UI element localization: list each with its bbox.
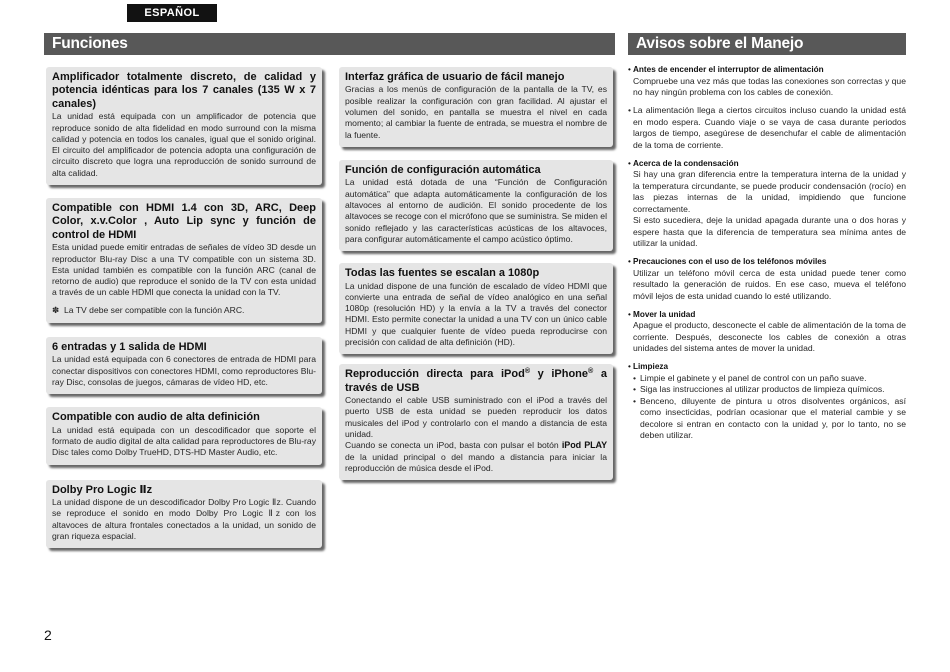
notice-power-on <box>628 64 906 99</box>
feature-box-1080p-upscaling <box>339 263 613 354</box>
feature-text-segment: de la unidad principal o del mando a distancia para iniciar la reproducción de música desde el iPod. <box>345 451 607 473</box>
feature-text: Gracias a los menús de configuración de la pantalla de la TV, es posible realizar la configuración con gran facilidad. Al ajustar el volumen del sonido, en pantalla se muestra el nivel en cada momento; al cambiar la fuente de entrada, se muestra el nombre de la fuente. <box>345 84 607 140</box>
feature-text: La unidad dispone de un descodificador Dolby Pro Logic Ⅱz. Cuando se reproduce el sonido en modo Dolby Pro Logic Ⅱz con los altavoces de altura frontales conectados a la unidad, un sonido de gran riqueza espacial. <box>52 497 316 541</box>
notice-condensation <box>628 158 906 250</box>
note-mark: ✽ <box>52 304 60 315</box>
feature-text: Conectando el cable USB suministrado con el iPod a través del puerto USB de esta unidad se pueden reproducir los datos musicales del iPod y controlarlo con el mando a distancia de esta unidad. <box>345 395 607 440</box>
feature-text: La unidad está dotada de una “Función de Configuración automática” que adapta automáticamente la configuración de los altavoces al entorno de audición. El sonido procedente de los altavoces se recoge con el micrófono que se suministra. Se miden el sonido reflejado y las características acústicas de los altavoces, para configurar automáticamente el campo acústico óptimo. <box>345 177 607 244</box>
page-number: 2 <box>44 627 52 643</box>
ipod-play-button-label: iPod PLAY <box>561 440 607 451</box>
registered-mark: ® <box>588 367 594 376</box>
feature-note <box>52 305 316 316</box>
notice-heading: • Precauciones con el uso de los teléfonos móviles <box>633 256 906 268</box>
notice-moving-unit <box>628 309 906 355</box>
registered-mark: ® <box>524 367 531 376</box>
notice-heading: • Limpieza <box>633 361 906 373</box>
notice-cleaning <box>628 361 906 442</box>
features-column-left <box>46 67 322 548</box>
feature-title: Amplificador totalmente discreto, de calidad y potencia idénticas para los 7 canales (135 W x 7 canales) <box>52 71 316 110</box>
handling-notes-column <box>628 64 906 448</box>
feature-box-ipod-usb <box>339 364 613 480</box>
feature-text <box>345 440 607 474</box>
feature-title: Interfaz gráfica de usuario de fácil manejo <box>345 71 565 83</box>
feature-title: Función de configuración automática <box>345 164 541 176</box>
notice-text: • La alimentación llega a ciertos circuitos incluso cuando la unidad está en modo espera. Cuando viaje o se vaya de casa durante periodos largos de tiempo, asegúrese de desenchufar el cable de alimentación de la toma de corriente. <box>633 105 906 151</box>
section-heading-funciones <box>44 33 615 55</box>
notice-mobile-phones <box>628 256 906 302</box>
feature-title: 6 entradas y 1 salida de HDMI <box>52 341 207 353</box>
feature-text: Esta unidad puede emitir entradas de señales de vídeo 3D desde un reproductor Blu-ray Disc a una TV compatible con un sistema 3D. Esta unidad también es compatible con la función ARC (canal de retorno de audio) que reproduce el sonido de la TV con esta unidad a través de un cable HDMI que conecta la unidad con la TV. <box>52 242 316 298</box>
feature-text-segment: Cuando se conecta un iPod, basta con pulsar el botón <box>345 440 562 451</box>
notice-text: Apague el producto, desconecte el cable de alimentación de la toma de corriente. Después, desconecte los cables de conexión a otras unidades del sistema antes de mover la unidad. <box>633 320 906 353</box>
feature-box-hdmi-io <box>46 337 322 394</box>
feature-box-hd-audio <box>46 407 322 464</box>
feature-box-auto-setup <box>339 160 613 251</box>
feature-title: Compatible con HDMI 1.4 con 3D, ARC, Deep Color, x.v.Color , Auto Lip sync y función de control de HDMI <box>52 202 316 241</box>
feature-title: Dolby Pro Logic Ⅱz <box>52 483 153 496</box>
feature-text: La unidad está equipada con un descodificador que soporte el formato de audio digital de alta calidad para reproductores de Blu-ray Disc tales como Dolby TrueHD, DTS-HD Master Audio, etc. <box>52 424 316 458</box>
notice-text: Si esto sucediera, deje la unidad apagada durante una o dos horas y espere hasta que la diferencia de temperatura sea mínima antes de utilizar la unidad. <box>633 215 906 248</box>
feature-title: Reproducción directa para iPod® y iPhone® a través de USB <box>345 367 607 394</box>
notice-heading: • Mover la unidad <box>633 309 906 321</box>
section-heading-text: Funciones <box>52 35 128 52</box>
notice-text: Compruebe una vez más que todas las conexiones son correctas y que no hay ningún problema con los cables de conexión. <box>633 75 906 97</box>
cleaning-list-item: • Limpie el gabinete y el panel de control con un paño suave. <box>633 373 906 385</box>
notice-heading: • Antes de encender el interruptor de alimentación <box>633 64 906 76</box>
feature-box-gui <box>339 67 613 147</box>
section-heading-avisos <box>628 33 906 55</box>
notice-text: Si hay una gran diferencia entre la temperatura interna de la unidad y la temperatura circundante, se puede producir condensación (rocío) en las piezas internas de la unidad, impidiendo que funcione correctamente. <box>633 169 906 214</box>
notice-heading: • Acerca de la condensación <box>633 158 906 170</box>
feature-title: Todas las fuentes se escalan a 1080p <box>345 267 540 280</box>
cleaning-list <box>633 373 906 442</box>
notice-text: Utilizar un teléfono móvil cerca de esta unidad puede tener como resultado la generación de ruidos. En ese caso, mueva el teléfono móvil lejos de esta unidad cuando lo esté utilizando. <box>633 267 906 301</box>
feature-box-amplifier <box>46 67 322 185</box>
note-text: La TV debe ser compatible con la función ARC. <box>64 304 245 315</box>
feature-box-dolby-pro-logic <box>46 480 322 549</box>
feature-title: Compatible con audio de alta definición <box>52 411 260 424</box>
feature-box-hdmi-3d <box>46 198 322 323</box>
feature-text: La unidad está equipada con un amplificador de potencia que reproduce sonido de alta fidelidad en modo surround con la misma calidad y potencia en todos los canales, igual que el sonido original. El circuito del amplificador de potencia adopta una configuración de circuito discreto que logra una reproducción de sonido surround de alta calidad. <box>52 111 316 178</box>
feature-text: La unidad dispone de una función de escalado de vídeo HDMI que convierte una entrada de señal de vídeo analógico en una señal 1080p (resolución HD) y la envía a la TV a través del conector HDMI. Esto permite conectar la unidad a una TV con un único cable HDMI y que cualquier fuente de vídeo pueda reproducirse con precisión con calidad de alta definición (HD). <box>345 280 607 348</box>
features-column-middle <box>339 67 613 480</box>
cleaning-list-item: • Benceno, diluyente de pintura u otros disolventes orgánicos, así como insecticidas, podrían ocasionar que el material cambie y se decolore si entran en contacto con la unidad y, por lo tanto, no se deben utilizar. <box>633 396 906 442</box>
section-heading-text: Avisos sobre el Manejo <box>636 35 804 52</box>
cleaning-list-item: • Siga las instrucciones al utilizar productos de limpieza químicos. <box>633 384 906 396</box>
notice-standby-power <box>628 105 906 151</box>
language-tab: ESPAÑOL <box>127 4 217 22</box>
feature-text: La unidad está equipada con 6 conectores de entrada de HDMI para conectar dispositivos con conectores HDMI, como reproductores Blu-ray Disc, consolas de juegos, cámaras de vídeo HD, etc. <box>52 354 316 387</box>
